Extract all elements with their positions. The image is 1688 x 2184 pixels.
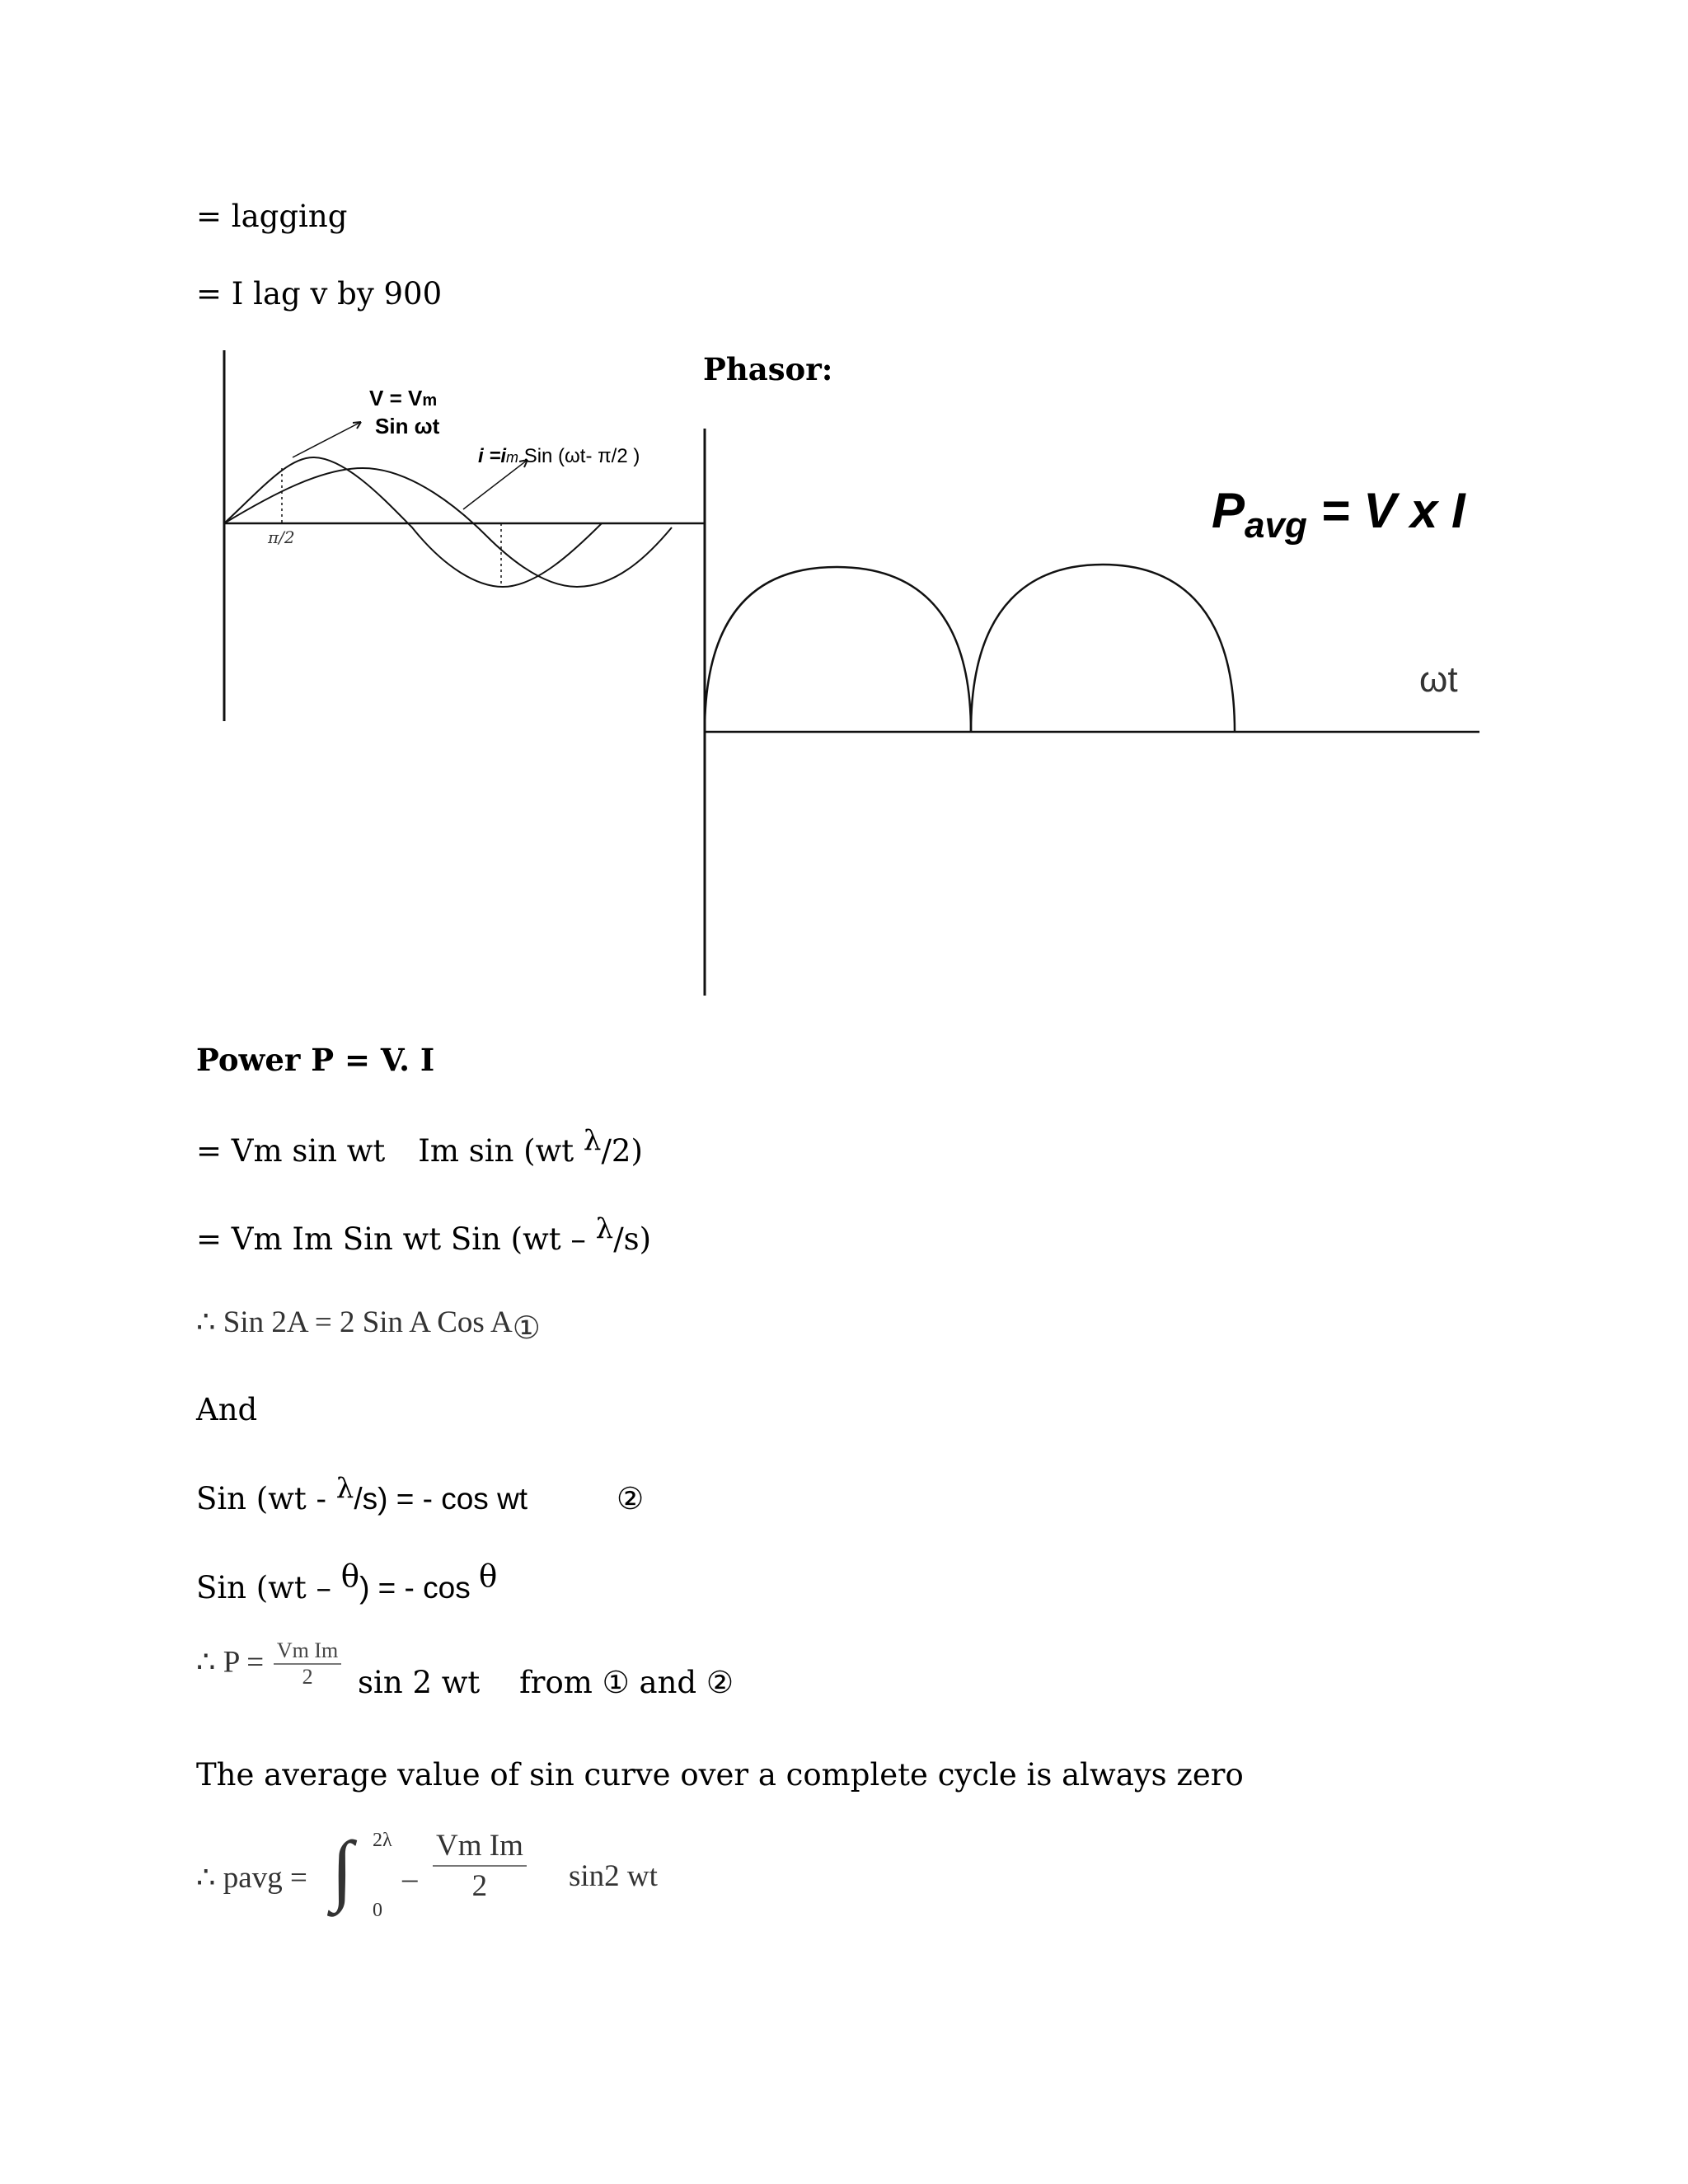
current-label: i =im Sin (ωt- π/2 ): [478, 445, 640, 467]
voltage-label-2: Sin ωt: [375, 414, 440, 438]
pavg-rest: sin2 wt: [569, 1859, 658, 1893]
power-heading: Power P = V. I: [196, 1042, 435, 1078]
integral-lower: 0: [373, 1900, 382, 1921]
power-result-line: ∴ P = $\frac{\text{Vm Im}}{2}$ sin 2 wt from ① and ②: [196, 1638, 734, 1700]
theta-line: Sin (wt – θ) = - cos θ: [196, 1558, 498, 1605]
and-line: And: [196, 1392, 258, 1427]
voltage-curve: [224, 457, 602, 587]
identity-line-2: Sin (wt - λ/s) = - cos wt: [196, 1472, 528, 1516]
circle-two-marker: ②: [617, 1481, 645, 1516]
i-lag-line: = I lag v by 900: [196, 276, 443, 312]
pavg-prefix: ∴ pavg =: [196, 1861, 307, 1895]
phasor-label: Phasor:: [703, 351, 833, 387]
power-hump-1: [705, 567, 971, 732]
power-line-1: = Vm sin wt Im sin (wt λ/2): [196, 1124, 643, 1169]
lagging-line: = lagging: [196, 199, 348, 234]
power-fraction: $\frac{\text{Vm Im}}{2}$: [274, 1640, 341, 1688]
minus-sign: –: [402, 1862, 418, 1896]
average-statement: The average value of sin curve over a complete cycle is always zero: [196, 1757, 1244, 1793]
voltage-label: V = Vm: [369, 386, 438, 410]
power-hump-2: [971, 565, 1235, 732]
integral-upper: 2λ: [373, 1830, 392, 1851]
pavg-fraction: $\frac{\text{Vm Im}}{2}$: [433, 1828, 527, 1904]
pavg-equation: $P_{avg} = V$ x I: [1212, 483, 1465, 546]
pi-half-label: π/2: [268, 527, 295, 547]
power-line-2: = Vm Im Sin wt Sin (wt – λ/s): [196, 1212, 652, 1257]
integral-sign: ∫: [331, 1825, 354, 1913]
omega-t-label: ωt: [1419, 659, 1458, 700]
identity-line: ∴ Sin 2A = 2 Sin A Cos A①: [196, 1305, 541, 1346]
wave-diagram: [224, 350, 705, 721]
voltage-pointer: [293, 422, 361, 457]
